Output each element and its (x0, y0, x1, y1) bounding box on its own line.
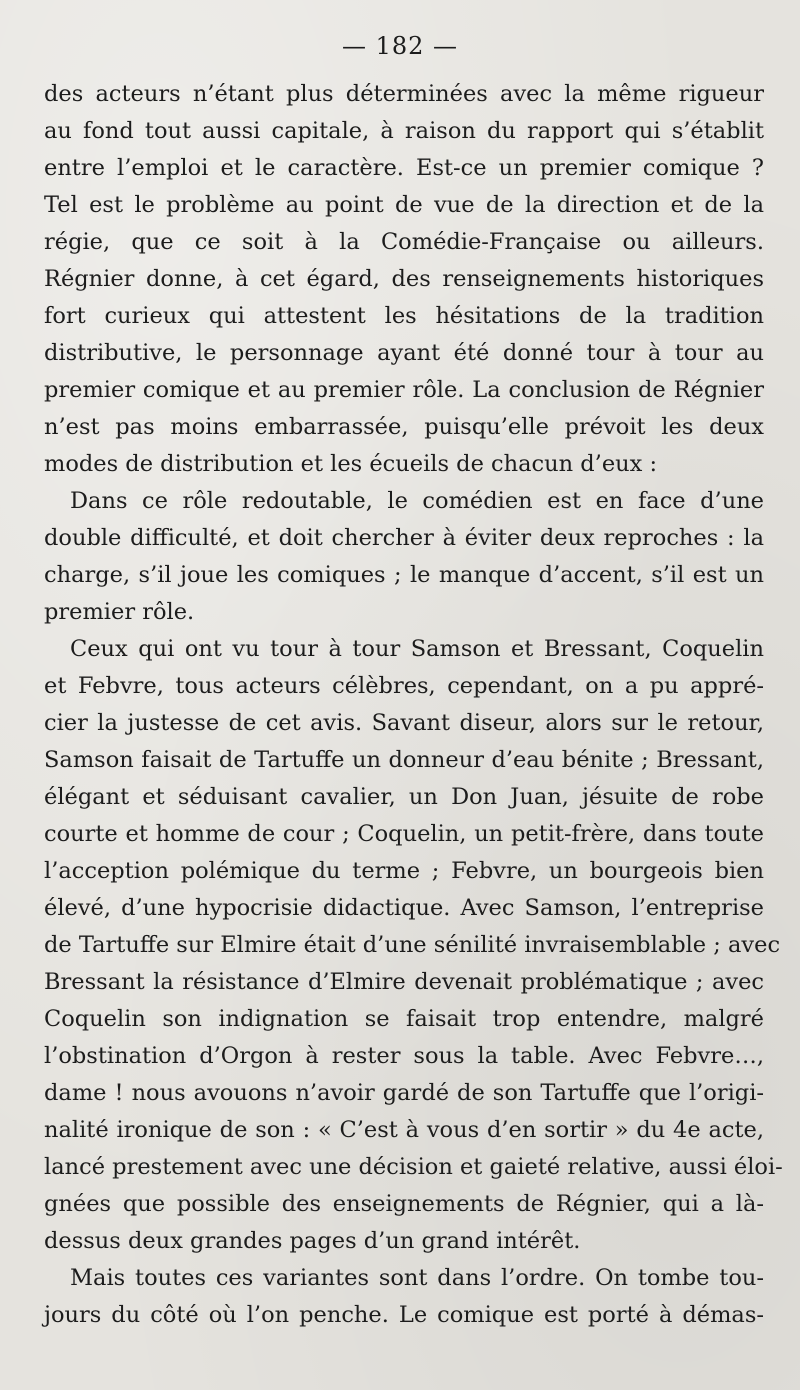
text-line: Mais toutes ces variantes sont dans l’ordre. On tombe tou- (70, 1265, 764, 1291)
text-line: élégant et séduisant cavalier, un Don Juan, jésuite de robe (44, 784, 764, 810)
text-line: dessus deux grandes pages d’un grand intérêt. (44, 1228, 581, 1254)
quote-line: charge, s’il joue les comiques ; le manque d’accent, s’il est un (44, 562, 764, 588)
body-text (44, 76, 783, 1334)
text-line: de Tartuffe sur Elmire était d’une sénilité invraisemblable ; avec (44, 932, 781, 958)
text-line: courte et homme de cour ; Coquelin, un petit-frère, dans toute (44, 821, 764, 847)
text-line: dame ! nous avouons n’avoir gardé de son Tartuffe que l’origi- (44, 1080, 764, 1106)
text-line: des acteurs n’étant plus déterminées avec la même rigueur (44, 81, 764, 107)
page-number: — 182 — (341, 32, 459, 60)
text-line: distributive, le personnage ayant été donné tour à tour au (44, 340, 764, 366)
text-line: modes de distribution et les écueils de chacun d’eux : (44, 451, 658, 477)
text-line: lancé prestement avec une décision et gaieté relative, aussi éloi- (44, 1154, 783, 1180)
text-line: et Febvre, tous acteurs célèbres, cependant, on a pu appré- (44, 673, 764, 699)
text-line: Coquelin son indignation se faisait trop entendre, malgré (44, 1006, 764, 1032)
quote-line: Dans ce rôle redoutable, le comédien est en face d’une (70, 488, 764, 514)
text-line: régie, que ce soit à la Comédie-Française ou ailleurs. (44, 229, 764, 255)
quote-line: double difficulté, et doit chercher à éviter deux reproches : la (44, 525, 764, 551)
text-line: au fond tout aussi capitale, à raison du rapport qui s’établit (44, 118, 764, 144)
text-line: nalité ironique de son : « C’est à vous d’en sortir » du 4e acte, (44, 1117, 764, 1143)
text-line: Ceux qui ont vu tour à tour Samson et Bressant, Coquelin (70, 636, 764, 662)
text-line: premier comique et au premier rôle. La conclusion de Régnier (44, 377, 764, 403)
text-line: Régnier donne, à cet égard, des renseignements historiques (44, 266, 764, 292)
text-line: n’est pas moins embarrassée, puisqu’elle prévoit les deux (44, 414, 764, 440)
text-line: Tel est le problème au point de vue de la direction et de la (44, 192, 764, 218)
text-line: entre l’emploi et le caractère. Est-ce un premier comique ? (44, 155, 764, 181)
text-line: l’acception polémique du terme ; Febvre, un bourgeois bien (44, 858, 764, 884)
text-line: cier la justesse de cet avis. Savant diseur, alors sur le retour, (44, 710, 764, 736)
quote-line: premier rôle. (44, 599, 195, 625)
text-line: élevé, d’une hypocrisie didactique. Avec Samson, l’entreprise (44, 895, 764, 921)
text-line: gnées que possible des enseignements de Régnier, qui a là- (44, 1191, 764, 1217)
text-line: Samson faisait de Tartuffe un donneur d’eau bénite ; Bressant, (44, 747, 764, 773)
text-line: jours du côté où l’on penche. Le comique est porté à démas- (44, 1302, 764, 1328)
text-line: fort curieux qui attestent les hésitations de la tradition (44, 303, 764, 329)
text-line: l’obstination d’Orgon à rester sous la table. Avec Febvre…, (44, 1043, 764, 1069)
text-line: Bressant la résistance d’Elmire devenait problématique ; avec (44, 969, 764, 995)
